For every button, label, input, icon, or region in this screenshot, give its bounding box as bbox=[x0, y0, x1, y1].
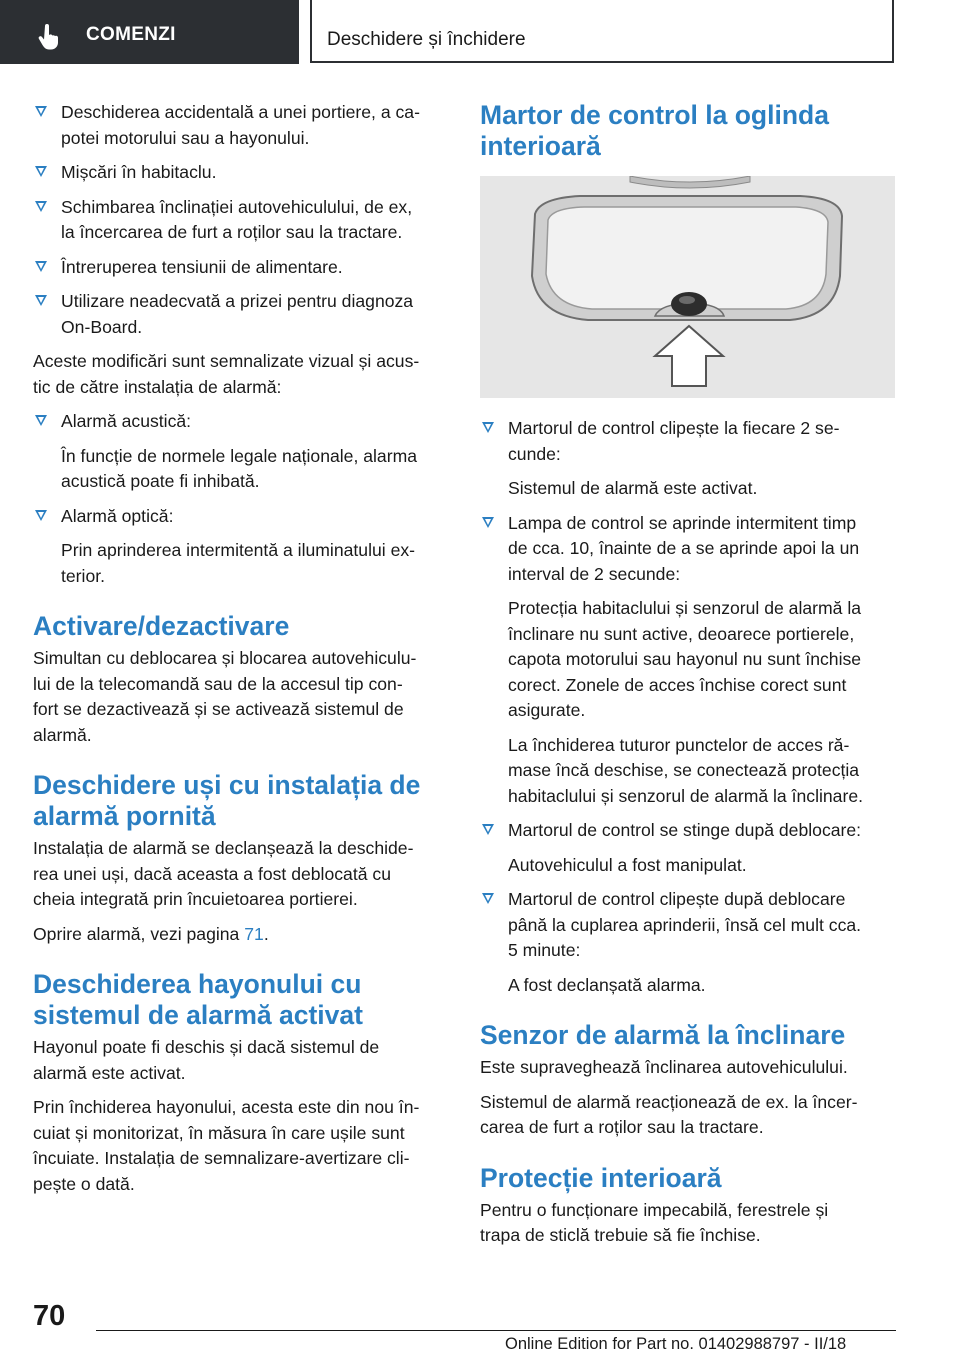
left-column bbox=[33, 100, 448, 1206]
list-item-text: Lampa de control se aprinde intermitent timp de cca. 10, înainte de a se aprinde apoi la un interval de 2 secunde: bbox=[508, 512, 860, 584]
triangle-bullet-icon bbox=[35, 261, 47, 272]
section-heading-tilt: Senzor de alarmă la înclinare bbox=[480, 1020, 846, 1050]
list-item-text: Întreruperea tensiunii de alimentare. bbox=[61, 256, 343, 277]
triangle-bullet-icon bbox=[35, 415, 47, 426]
triangle-bullet-icon bbox=[482, 824, 494, 835]
footer-divider bbox=[96, 1330, 896, 1331]
section-tab[interactable] bbox=[0, 0, 299, 64]
list-item bbox=[480, 818, 900, 844]
activation-text: Simultan cu deblocarea și blocarea autovehiculu- lui de la telecomandă sau de la accesul tip con- fort se dezactivează și se activează sistemul de alarmă. bbox=[33, 648, 417, 745]
edition-note: Online Edition for Part no. 01402988797 - II/18 bbox=[505, 1335, 847, 1353]
chapter-title: Deschidere și închidere bbox=[327, 29, 526, 50]
list-item-text: Martorul de control clipește după deblocare până la cuplarea aprinderii, însă cel mult cca. 5 minute: bbox=[508, 889, 862, 960]
list-item-detail: Protecția habitaclului și senzorul de alarmă la înclinare nu sunt active, deoarece portierele, capota motorului sau hayonul nu sunt închise corect. Zonele de acces închise corect sunt asigurate. bbox=[508, 598, 862, 720]
section-heading-tailgate: Deschiderea hayonului cu sistemul de alarmă activat bbox=[33, 969, 363, 1030]
triangle-bullet-icon bbox=[35, 295, 47, 306]
hand-pointer-icon bbox=[38, 24, 62, 50]
list-item bbox=[480, 511, 900, 588]
signal-paragraph: Aceste modificări sunt semnalizate vizual și acus- tic de către instalația de alarmă: bbox=[33, 351, 420, 397]
list-item-text: Schimbarea înclinației autovehiculului, de ex, la încercarea de furt a roților sau la tractare. bbox=[61, 196, 413, 242]
list-item bbox=[480, 416, 900, 467]
list-item-text: Mișcări în habitaclu. bbox=[61, 162, 217, 182]
mirror-illustration bbox=[480, 176, 895, 398]
list-item-text: Martorul de control clipește la fiecare 2 se- cunde: bbox=[508, 418, 840, 464]
section-heading-doors: Deschidere uși cu instalația de alarmă pornită bbox=[33, 770, 421, 831]
list-item-text: Martorul de control se stinge după deblocare: bbox=[508, 820, 862, 840]
list-item-detail: Sistemul de alarmă este activat. bbox=[508, 478, 758, 498]
list-item bbox=[33, 409, 448, 435]
stop-alarm-reference bbox=[33, 922, 448, 948]
list-item-text: Utilizare neadecvată a prizei pentru diagnoza On-Board. bbox=[61, 291, 414, 337]
chapter-header bbox=[310, 0, 894, 63]
list-item-text: Alarmă optică: bbox=[61, 505, 174, 526]
triangle-bullet-icon bbox=[35, 166, 47, 177]
triangle-bullet-icon bbox=[35, 106, 47, 117]
list-item-detail: La închiderea tuturor punctelor de acces ră- mase încă deschise, se conectează protecția habitaclului și senzorul de alarmă la înclinare. bbox=[508, 734, 863, 806]
section-heading-activation: Activare/dezactivare bbox=[33, 611, 290, 641]
triangle-bullet-icon bbox=[482, 422, 494, 433]
list-item-text: Alarmă acustică: bbox=[61, 411, 192, 431]
triangle-bullet-icon bbox=[35, 201, 47, 212]
mirror-drawing bbox=[480, 176, 895, 398]
stop-alarm-text: Oprire alarmă, vezi pagina bbox=[33, 923, 240, 944]
list-item-detail: În funcție de normele legale naționale, alarma acustică poate fi inhibată. bbox=[61, 445, 418, 491]
triangle-bullet-icon bbox=[482, 517, 494, 528]
triangle-bullet-icon bbox=[35, 510, 47, 521]
section-heading-indicator: Martor de control la oglinda interioară bbox=[480, 100, 829, 161]
doors-text: Instalația de alarmă se declanșează la deschide- rea unei uși, dacă aceasta a fost deblocată cu cheia integrată prin încuietoarea portierei. bbox=[33, 838, 414, 909]
section-label: COMENZI bbox=[86, 24, 176, 45]
list-item bbox=[33, 504, 448, 530]
stop-alarm-end: . bbox=[263, 923, 269, 944]
list-item-detail: Autovehiculul a fost manipulat. bbox=[508, 854, 747, 875]
tailgate-text-2: Prin închiderea hayonului, acesta este din nou în- cuiat și monitorizat, în măsura în care ușile sunt încuiate. Instalația de semnalizare-avertizare cli- pește o dată. bbox=[33, 1097, 420, 1194]
interior-text: Pentru o funcționare impecabilă, ferestrele și trapa de sticlă trebuie să fie închise. bbox=[480, 1199, 829, 1245]
triangle-bullet-icon bbox=[482, 893, 494, 904]
list-item bbox=[33, 255, 448, 281]
section-heading-interior: Protecție interioară bbox=[480, 1162, 722, 1193]
indicator-list bbox=[480, 416, 900, 998]
page-link[interactable]: 71 bbox=[244, 923, 264, 944]
page-number: 70 bbox=[33, 1300, 66, 1332]
right-column bbox=[480, 100, 900, 1258]
list-item bbox=[33, 160, 448, 186]
tilt-text-1: Este supraveghează înclinarea autovehiculului. bbox=[480, 1057, 848, 1077]
tilt-text-2: Sistemul de alarmă reacționează de ex. la încer- carea de furt a roților sau la tractare. bbox=[480, 1091, 858, 1137]
list-item bbox=[480, 887, 900, 964]
list-item bbox=[33, 289, 448, 340]
list-item bbox=[33, 100, 448, 151]
list-item bbox=[33, 195, 448, 246]
list-item-detail: Prin aprinderea intermitentă a iluminatului ex- terior. bbox=[61, 540, 416, 586]
tailgate-text-1: Hayonul poate fi deschis și dacă sistemul de alarmă este activat. bbox=[33, 1037, 380, 1083]
list-item-detail: A fost declanșată alarma. bbox=[508, 974, 706, 995]
list-item-text: Deschiderea accidentală a unei portiere, a ca- potei motorului sau a hayonului. bbox=[61, 102, 420, 148]
